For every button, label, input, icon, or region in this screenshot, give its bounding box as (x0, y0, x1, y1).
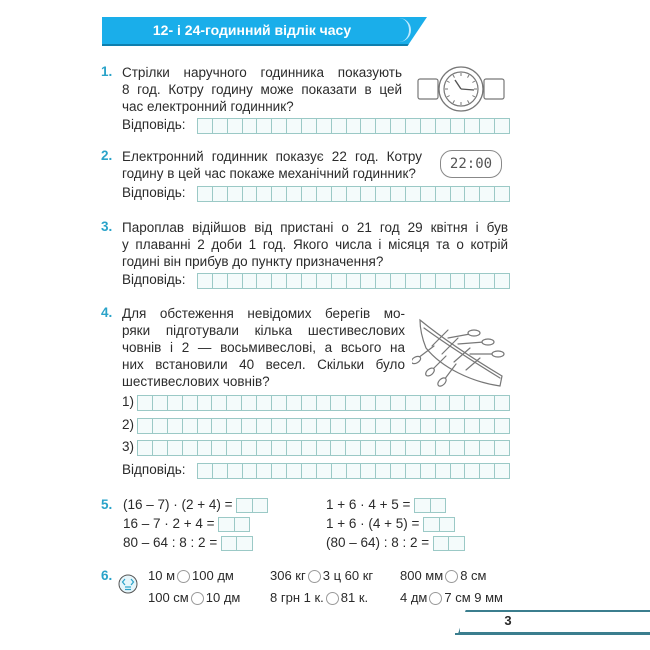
grid-cell[interactable] (168, 396, 183, 410)
task-2-line: годину в цей час покаже механічний годинник? (122, 166, 416, 181)
grid-cell[interactable] (212, 419, 227, 433)
grid-cell[interactable] (138, 419, 153, 433)
grid-cell[interactable] (257, 419, 272, 433)
grid-cell[interactable] (450, 419, 465, 433)
grid-cell[interactable] (302, 396, 317, 410)
grid-cell[interactable] (302, 441, 317, 455)
comparison-right: 3 ц 60 кг (322, 568, 374, 583)
grid-cell[interactable] (287, 441, 302, 455)
page-number-tab (458, 610, 650, 634)
task-3-line: годині він прибув до пункту призначення? (122, 254, 384, 269)
grid-cell[interactable] (391, 419, 406, 433)
grid-cell[interactable] (480, 274, 495, 288)
grid-cell[interactable] (436, 274, 451, 288)
task-4-line: ряки підготували кілька шестивеслових (122, 323, 405, 338)
grid-cell[interactable] (436, 396, 451, 410)
grid-cell[interactable] (257, 119, 272, 133)
grid-cell[interactable] (406, 441, 421, 455)
task-4-line: човнів і 2 — восьмивеслові, а всього на (122, 340, 405, 355)
grid-cell[interactable] (495, 187, 509, 201)
grid-cell[interactable] (302, 274, 317, 288)
expression (123, 535, 253, 551)
grid-cell[interactable] (138, 396, 153, 410)
digital-clock-display: 22:00 (449, 156, 493, 172)
comparison-right: 100 дм (192, 568, 234, 583)
task-1-answer-grid[interactable] (197, 118, 510, 134)
grid-cell[interactable] (272, 119, 287, 133)
grid-cell[interactable] (406, 119, 421, 133)
expression-text: 1 + 6 · (4 + 5) = (326, 516, 420, 531)
grid-cell[interactable] (346, 419, 361, 433)
grid-cell[interactable] (213, 187, 228, 201)
grid-cell[interactable] (317, 464, 332, 478)
task-1-number: 1. (101, 64, 113, 79)
task-4-line: них встановили 40 весел. Скільки було (122, 357, 405, 372)
comparison (400, 590, 503, 605)
grid-cell[interactable] (406, 396, 421, 410)
comparison (400, 568, 486, 583)
grid-cell[interactable] (213, 119, 228, 133)
comparison-left: 100 см (148, 590, 189, 605)
grid-cell[interactable] (450, 441, 465, 455)
grid-cell[interactable] (302, 119, 317, 133)
grid-cell[interactable] (153, 441, 168, 455)
grid-cell[interactable] (480, 396, 495, 410)
grid-cell[interactable] (257, 464, 272, 478)
grid-cell[interactable] (465, 441, 480, 455)
grid-cell[interactable] (495, 274, 509, 288)
grid-cell[interactable] (332, 274, 347, 288)
answer-box[interactable] (433, 536, 465, 551)
expression-text: 1 + 6 · 4 + 5 = (326, 497, 411, 512)
task-4-answer-grid[interactable] (197, 463, 510, 479)
grid-cell[interactable] (198, 119, 213, 133)
grid-cell[interactable] (421, 119, 436, 133)
task-3-text (122, 219, 508, 270)
expression (326, 535, 465, 551)
grid-cell[interactable] (436, 187, 451, 201)
grid-cell[interactable] (421, 419, 436, 433)
grid-cell[interactable] (272, 396, 287, 410)
grid-cell[interactable] (272, 441, 287, 455)
grid-cell[interactable] (212, 441, 227, 455)
grid-cell[interactable] (332, 187, 347, 201)
grid-cell[interactable] (421, 441, 436, 455)
answer-box[interactable] (423, 517, 455, 532)
grid-cell[interactable] (391, 441, 406, 455)
grid-cell[interactable] (243, 464, 258, 478)
grid-cell[interactable] (198, 419, 213, 433)
grid-cell[interactable] (198, 396, 213, 410)
grid-cell[interactable] (227, 396, 242, 410)
grid-cell[interactable] (331, 419, 346, 433)
comparison-left: 800 мм (400, 568, 444, 583)
task-1-line: Стрілки наручного годинника показують (122, 65, 402, 80)
grid-cell[interactable] (436, 419, 451, 433)
grid-cell[interactable] (465, 396, 480, 410)
grid-cell[interactable] (302, 419, 317, 433)
grid-cell[interactable] (212, 396, 227, 410)
grid-cell[interactable] (480, 464, 495, 478)
grid-cell[interactable] (421, 187, 436, 201)
grid-cell[interactable] (228, 187, 243, 201)
grid-cell[interactable] (287, 396, 302, 410)
step-2-grid[interactable] (137, 418, 510, 434)
grid-cell[interactable] (406, 464, 421, 478)
grid-cell[interactable] (287, 119, 302, 133)
compare-circle[interactable] (445, 570, 458, 583)
grid-cell[interactable] (317, 119, 332, 133)
page-title: 12- і 24-годинний відлік часу (152, 22, 352, 38)
grid-cell[interactable] (347, 119, 362, 133)
grid-cell[interactable] (391, 274, 406, 288)
grid-cell[interactable] (376, 396, 391, 410)
grid-cell[interactable] (302, 464, 317, 478)
grid-cell[interactable] (480, 119, 495, 133)
grid-cell[interactable] (480, 419, 495, 433)
task-1-line: 8 год. Котру годину може показати в цей (122, 82, 402, 97)
task-1-answer-label: Відповідь: (122, 117, 186, 132)
expression-text: (80 – 64) : 8 : 2 = (326, 535, 430, 550)
grid-cell[interactable] (406, 274, 421, 288)
grid-cell[interactable] (436, 441, 451, 455)
grid-cell[interactable] (361, 187, 376, 201)
comparison-right: 10 дм (205, 590, 241, 605)
expression (123, 516, 250, 532)
grid-cell[interactable] (213, 464, 228, 478)
grid-cell[interactable] (198, 187, 213, 201)
grid-cell[interactable] (138, 441, 153, 455)
grid-cell[interactable] (198, 441, 213, 455)
grid-cell[interactable] (228, 464, 243, 478)
grid-cell[interactable] (421, 396, 436, 410)
grid-cell[interactable] (465, 119, 480, 133)
compare-circle[interactable] (429, 592, 442, 605)
task-3-answer-grid[interactable] (197, 273, 510, 289)
task-2-answer-label: Відповідь: (122, 185, 186, 200)
grid-cell[interactable] (451, 464, 466, 478)
grid-cell[interactable] (495, 119, 509, 133)
comparison-left: 10 м (148, 568, 176, 583)
grid-cell[interactable] (465, 274, 480, 288)
answer-box[interactable] (236, 498, 268, 513)
task-3-line: Пароплав відійшов від пристані о 21 год 29 квітня і був (122, 220, 508, 235)
grid-cell[interactable] (257, 187, 272, 201)
grid-cell[interactable] (198, 274, 213, 288)
task-6-number: 6. (101, 568, 113, 583)
task-4-line: шестивеслових човнів? (122, 374, 270, 389)
grid-cell[interactable] (287, 464, 302, 478)
grid-cell[interactable] (376, 441, 391, 455)
grid-cell[interactable] (272, 419, 287, 433)
grid-cell[interactable] (421, 464, 436, 478)
grid-cell[interactable] (495, 464, 509, 478)
grid-cell[interactable] (376, 419, 391, 433)
grid-cell[interactable] (376, 119, 391, 133)
wristwatch-icon (417, 65, 505, 115)
grid-cell[interactable] (480, 441, 495, 455)
step-3-label: 3) (122, 439, 135, 454)
grid-cell[interactable] (436, 119, 451, 133)
grid-cell[interactable] (347, 274, 362, 288)
grid-cell[interactable] (391, 464, 406, 478)
digital-clock-icon (440, 150, 502, 178)
step-2-label: 2) (122, 417, 135, 432)
grid-cell[interactable] (361, 396, 376, 410)
task-3-answer-label: Відповідь: (122, 272, 186, 287)
grid-cell[interactable] (480, 187, 495, 201)
grid-cell[interactable] (406, 419, 421, 433)
expression-text: 16 – 7 · 2 + 4 = (123, 516, 215, 531)
grid-cell[interactable] (450, 396, 465, 410)
step-1-label: 1) (122, 394, 135, 409)
grid-cell[interactable] (242, 441, 257, 455)
grid-cell[interactable] (183, 396, 198, 410)
compare-sign-icon (118, 574, 138, 594)
grid-cell[interactable] (287, 187, 302, 201)
grid-cell[interactable] (436, 464, 451, 478)
grid-cell[interactable] (243, 187, 258, 201)
grid-cell[interactable] (257, 274, 272, 288)
grid-cell[interactable] (347, 464, 362, 478)
task-5-number: 5. (101, 497, 113, 512)
grid-cell[interactable] (465, 187, 480, 201)
grid-cell[interactable] (227, 441, 242, 455)
grid-cell[interactable] (495, 419, 509, 433)
grid-cell[interactable] (347, 187, 362, 201)
grid-cell[interactable] (406, 187, 421, 201)
grid-cell[interactable] (242, 419, 257, 433)
expression-text: 80 – 64 : 8 : 2 = (123, 535, 218, 550)
expression (326, 497, 446, 513)
task-1-text (122, 64, 402, 115)
grid-cell[interactable] (495, 441, 509, 455)
comparison-left: 4 дм (400, 590, 428, 605)
grid-cell[interactable] (346, 441, 361, 455)
grid-cell[interactable] (257, 441, 272, 455)
task-4-line: Для обстеження невідомих берегів мо- (122, 306, 405, 321)
compare-circle[interactable] (308, 570, 321, 583)
comparison (148, 568, 234, 583)
task-4-answer-label: Відповідь: (122, 462, 186, 477)
task-1-line: час електронний годинник? (122, 99, 294, 114)
page-number: 3 (504, 613, 512, 628)
grid-cell[interactable] (227, 419, 242, 433)
grid-cell[interactable] (317, 187, 332, 201)
grid-cell[interactable] (153, 396, 168, 410)
comparison-right: 8 см (460, 568, 487, 583)
comparison (270, 590, 368, 605)
grid-cell[interactable] (183, 441, 198, 455)
grid-cell[interactable] (391, 187, 406, 201)
grid-cell[interactable] (361, 464, 376, 478)
step-1-grid[interactable] (137, 395, 510, 411)
grid-cell[interactable] (465, 464, 480, 478)
grid-cell[interactable] (331, 396, 346, 410)
grid-cell[interactable] (228, 274, 243, 288)
grid-cell[interactable] (153, 419, 168, 433)
grid-cell[interactable] (361, 119, 376, 133)
expression-text: (16 – 7) · (2 + 4) = (123, 497, 233, 512)
grid-cell[interactable] (421, 274, 436, 288)
task-2-answer-grid[interactable] (197, 186, 510, 202)
grid-cell[interactable] (242, 396, 257, 410)
grid-cell[interactable] (332, 119, 347, 133)
grid-cell[interactable] (272, 274, 287, 288)
step-3-grid[interactable] (137, 440, 510, 456)
grid-cell[interactable] (317, 274, 332, 288)
compare-circle[interactable] (326, 592, 339, 605)
comparison-right: 7 см 9 мм (444, 590, 503, 605)
task-2-line: Електронний годинник показує 22 год. Котру (122, 149, 422, 164)
answer-box[interactable] (414, 498, 446, 513)
grid-cell[interactable] (376, 464, 391, 478)
expression (326, 516, 455, 532)
grid-cell[interactable] (391, 119, 406, 133)
grid-cell[interactable] (257, 396, 272, 410)
task-2-text (122, 148, 432, 182)
grid-cell[interactable] (213, 274, 228, 288)
grid-cell[interactable] (451, 119, 466, 133)
grid-cell[interactable] (228, 119, 243, 133)
grid-cell[interactable] (243, 119, 258, 133)
grid-cell[interactable] (243, 274, 258, 288)
task-2-number: 2. (101, 148, 113, 163)
grid-cell[interactable] (287, 274, 302, 288)
grid-cell[interactable] (346, 396, 361, 410)
comparison (148, 590, 240, 605)
grid-cell[interactable] (183, 419, 198, 433)
grid-cell[interactable] (451, 274, 466, 288)
grid-cell[interactable] (495, 396, 509, 410)
grid-cell[interactable] (317, 441, 332, 455)
answer-box[interactable] (218, 517, 250, 532)
grid-cell[interactable] (198, 464, 213, 478)
grid-cell[interactable] (317, 396, 332, 410)
grid-cell[interactable] (391, 396, 406, 410)
grid-cell[interactable] (376, 274, 391, 288)
task-3-line: у плаванні 2 доби 1 год. Якого числа і місяця та о котрій (122, 237, 508, 252)
comparison-left: 306 кг (270, 568, 306, 583)
grid-cell[interactable] (376, 187, 391, 201)
footer-rule (455, 633, 650, 635)
comparison-right: 81 к. (340, 590, 369, 605)
grid-cell[interactable] (451, 187, 466, 201)
expression (123, 497, 268, 513)
grid-cell[interactable] (168, 419, 183, 433)
compare-circle[interactable] (191, 592, 204, 605)
task-4-text (122, 305, 405, 390)
grid-cell[interactable] (465, 419, 480, 433)
comparison (270, 568, 373, 583)
grid-cell[interactable] (361, 274, 376, 288)
grid-cell[interactable] (331, 441, 346, 455)
compare-circle[interactable] (177, 570, 190, 583)
grid-cell[interactable] (361, 419, 376, 433)
grid-cell[interactable] (361, 441, 376, 455)
grid-cell[interactable] (272, 464, 287, 478)
answer-box[interactable] (221, 536, 253, 551)
grid-cell[interactable] (287, 419, 302, 433)
grid-cell[interactable] (168, 441, 183, 455)
grid-cell[interactable] (272, 187, 287, 201)
task-4-number: 4. (101, 305, 113, 320)
grid-cell[interactable] (302, 187, 317, 201)
grid-cell[interactable] (332, 464, 347, 478)
rowboat-icon (412, 308, 512, 390)
task-3-number: 3. (101, 219, 113, 234)
grid-cell[interactable] (317, 419, 332, 433)
comparison-left: 8 грн 1 к. (270, 590, 324, 605)
